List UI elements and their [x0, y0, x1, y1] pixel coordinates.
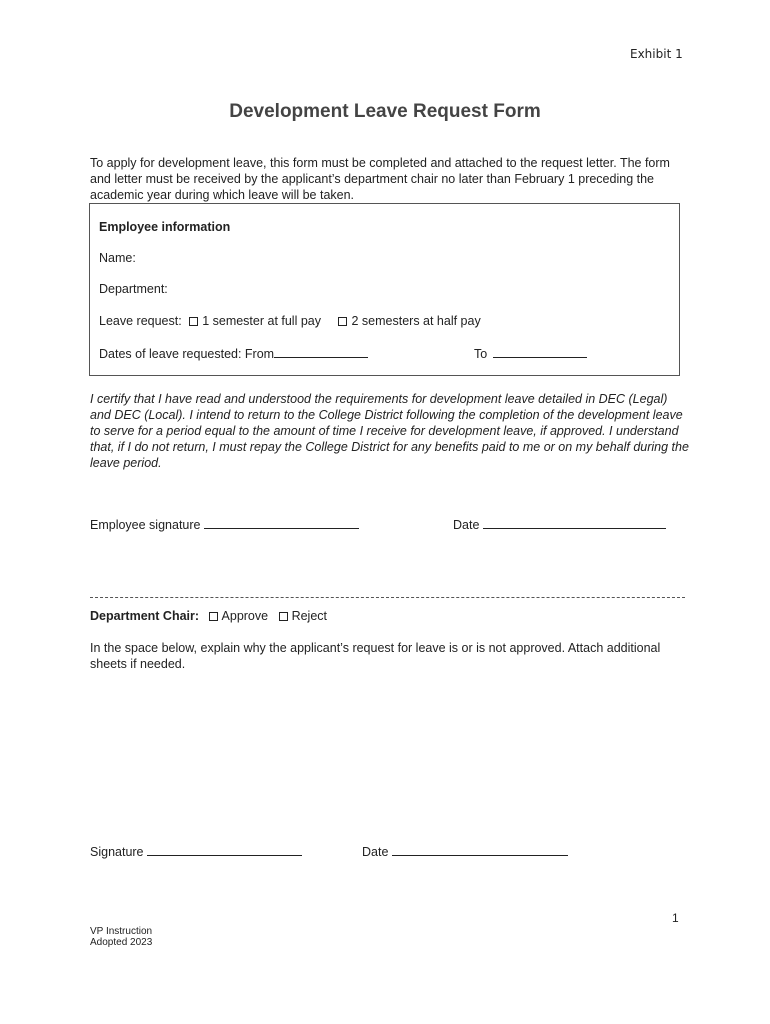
chair-label: Department Chair:	[90, 609, 200, 623]
chair-date-row	[362, 843, 568, 859]
exhibit-label: Exhibit 1	[630, 47, 683, 61]
page-title: Development Leave Request Form	[229, 101, 541, 122]
chair-decision-row	[90, 609, 327, 623]
footer-line-2: Adopted 2023	[90, 937, 153, 948]
employee-info-heading: Employee information	[99, 220, 231, 234]
chair-date-line[interactable]	[392, 843, 568, 856]
name-field[interactable]	[99, 251, 136, 265]
employee-signature-row	[90, 516, 359, 532]
footer-line-1: VP Instruction	[90, 926, 153, 937]
employee-signature-label: Employee signature	[90, 518, 201, 532]
chair-signature-line[interactable]	[147, 843, 302, 856]
employee-date-row	[453, 516, 666, 532]
footer-text	[90, 926, 152, 948]
employee-signature-line[interactable]	[204, 516, 359, 529]
name-label: Name:	[99, 251, 136, 265]
explanation-area[interactable]	[90, 672, 680, 832]
to-label: To	[474, 347, 488, 361]
to-date-line[interactable]	[493, 345, 587, 358]
reject-label: Reject	[291, 609, 328, 623]
leave-request-row	[99, 314, 481, 328]
dates-label: Dates of leave requested: From	[99, 347, 275, 361]
department-label: Department:	[99, 282, 168, 296]
dates-row	[99, 345, 368, 361]
page-number: 1	[672, 911, 679, 925]
department-field[interactable]	[99, 282, 168, 296]
section-divider	[90, 597, 685, 598]
certification-statement: I certify that I have read and understood the requirements for development leave detailed in DEC (Legal) and DEC (Local). I intend to return to the College District following the completion of the development leave to serve for a period equal to the amount of time I receive for development leave, if approved. I understand that, if I do not return, I must repay the College District for any benefits paid to me or on my behalf during the leave period.	[90, 392, 689, 470]
full-pay-checkbox[interactable]	[189, 317, 198, 326]
employee-date-label: Date	[453, 518, 480, 532]
chair-instructions: In the space below, explain why the applicant’s request for leave is or is not approved. Attach additional sheets if needed.	[90, 641, 661, 671]
half-pay-option-label: 2 semesters at half pay	[351, 314, 481, 328]
approve-label: Approve	[221, 609, 269, 623]
approve-checkbox[interactable]	[209, 612, 218, 621]
leave-request-label: Leave request:	[99, 314, 182, 328]
employee-date-line[interactable]	[483, 516, 666, 529]
half-pay-checkbox[interactable]	[338, 317, 347, 326]
reject-checkbox[interactable]	[279, 612, 288, 621]
to-date-row	[474, 345, 587, 361]
full-pay-option-label: 1 semester at full pay	[202, 314, 321, 328]
chair-date-label: Date	[362, 845, 389, 859]
employee-information-box	[89, 203, 680, 376]
chair-signature-row	[90, 843, 302, 859]
intro-paragraph: To apply for development leave, this form must be completed and attached to the request letter. The form and letter must be received by the applicant’s department chair no later than February 1 preceding the academic year during which leave will be taken.	[90, 156, 670, 202]
from-date-line[interactable]	[274, 345, 368, 358]
chair-signature-label: Signature	[90, 845, 144, 859]
